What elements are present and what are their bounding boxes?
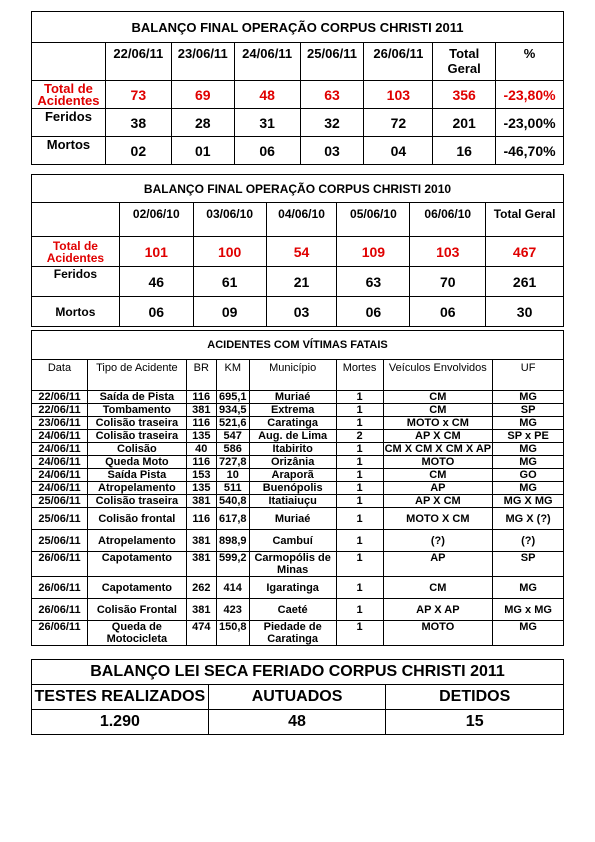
cell-km: 414 (216, 577, 249, 599)
cell-value: 21 (266, 267, 337, 297)
header-date: 25/06/11 (300, 43, 364, 81)
cell-data: 24/06/11 (32, 430, 88, 443)
header-total: Total Geral (433, 43, 496, 81)
cell-mortes: 1 (336, 417, 383, 430)
cell-value: -23,00% (496, 109, 564, 137)
cell-data: 22/06/11 (32, 404, 88, 417)
cell-veiculos: AP X CM (383, 430, 493, 443)
table-row (32, 482, 564, 495)
cell-municipio: Igaratinga (249, 577, 336, 599)
cell-uf: MG (493, 443, 564, 456)
cell-value: 63 (337, 267, 410, 297)
cell-value: 01 (171, 137, 234, 165)
cell-uf: SP (493, 404, 564, 417)
cell-uf: MG (493, 621, 564, 646)
cell-veiculos: CM X CM X CM X AP (384, 443, 492, 455)
fatal-table-body (32, 391, 564, 646)
cell-tipo: Saída de Pista (87, 391, 186, 404)
cell-data: 26/06/11 (32, 599, 88, 621)
cell-tipo: Atropelamento (87, 482, 186, 495)
header-veiculos: Veículos Envolvidos (383, 360, 493, 391)
cell-veiculos: MOTO (383, 621, 493, 646)
table-row (32, 508, 564, 530)
cell-br: 135 (186, 482, 216, 495)
cell-value: 09 (193, 297, 266, 327)
row-label-feridos: Feridos (32, 109, 106, 137)
cell-uf: MG (493, 456, 564, 469)
header-km: KM (216, 360, 249, 391)
cell-tipo: Tombamento (87, 404, 186, 417)
cell-value: 201 (433, 109, 496, 137)
header-blank (32, 43, 106, 81)
cell-value: 261 (486, 267, 564, 297)
cell-br: 116 (186, 508, 216, 530)
header-autuados: AUTUADOS (208, 685, 386, 710)
fatal-accidents-table (31, 330, 564, 646)
table-row (32, 552, 564, 577)
cell-value: 467 (486, 237, 564, 267)
cell-value: 356 (433, 81, 496, 109)
header-date: 24/06/11 (234, 43, 300, 81)
cell-km: 599,2 (216, 552, 249, 577)
cell-data: 25/06/11 (32, 530, 88, 552)
row-label-feridos: Feridos (32, 267, 120, 297)
cell-br: 262 (186, 577, 216, 599)
header-date: 26/06/11 (364, 43, 433, 81)
cell-br: 381 (186, 530, 216, 552)
cell-value: 03 (266, 297, 337, 327)
table-row (32, 404, 564, 417)
cell-uf: SP x PE (493, 430, 564, 443)
cell-br: 381 (186, 599, 216, 621)
cell-data: 24/06/11 (32, 456, 88, 469)
header-date: 04/06/10 (266, 203, 337, 237)
cell-value: 100 (193, 237, 266, 267)
cell-value: 73 (105, 81, 171, 109)
cell-value: 06 (119, 297, 193, 327)
cell-municipio: Itatiaiuçu (249, 495, 336, 508)
cell-value: 72 (364, 109, 433, 137)
cell-br: 116 (186, 417, 216, 430)
cell-value: 30 (486, 297, 564, 327)
cell-br: 381 (186, 495, 216, 508)
cell-mortes: 1 (336, 530, 383, 552)
cell-value: 06 (234, 137, 300, 165)
header-blank (32, 203, 120, 237)
cell-veiculos: (?) (383, 530, 493, 552)
cell-uf: MG (493, 482, 564, 495)
header-data: Data (32, 360, 88, 391)
table-row (32, 417, 564, 430)
cell-data: 26/06/11 (32, 577, 88, 599)
cell-br: 116 (186, 391, 216, 404)
header-mortes: Mortes (336, 360, 383, 391)
cell-value: -23,80% (496, 81, 564, 109)
cell-value: 16 (433, 137, 496, 165)
cell-value: 03 (300, 137, 364, 165)
cell-mortes: 1 (336, 621, 383, 646)
table-row (32, 456, 564, 469)
row-label-acidentes: Total de Acidentes (32, 81, 106, 109)
cell-uf: SP (493, 552, 564, 577)
cell-uf: MG X (?) (493, 508, 564, 530)
cell-data: 25/06/11 (32, 508, 88, 530)
cell-mortes: 1 (336, 391, 383, 404)
cell-value: 61 (193, 267, 266, 297)
cell-value: 31 (234, 109, 300, 137)
cell-km: 521,6 (216, 417, 249, 430)
cell-data: 24/06/11 (32, 443, 88, 456)
header-date: 06/06/10 (410, 203, 486, 237)
cell-km: 423 (216, 599, 249, 621)
cell-municipio: Orizânia (249, 456, 336, 469)
cell-municipio: Cambuí (249, 530, 336, 552)
header-date: 22/06/11 (105, 43, 171, 81)
table-row (32, 495, 564, 508)
cell-mortes: 1 (336, 577, 383, 599)
table-row (32, 577, 564, 599)
cell-value: 69 (171, 81, 234, 109)
fatal-table-title: ACIDENTES COM VÍTIMAS FATAIS (32, 331, 564, 360)
cell-tipo: Colisão Frontal (87, 599, 186, 621)
cell-data: 23/06/11 (32, 417, 88, 430)
cell-value: 103 (410, 237, 486, 267)
cell-km: 511 (216, 482, 249, 495)
cell-tipo: Saída Pista (87, 469, 186, 482)
cell-data: 24/06/11 (32, 482, 88, 495)
header-total: Total Geral (486, 203, 564, 237)
table-row (32, 443, 564, 456)
row-label-mortos: Mortos (32, 297, 120, 327)
cell-br: 40 (186, 443, 216, 456)
cell-veiculos: CM (383, 469, 493, 482)
cell-municipio: Muriaé (249, 391, 336, 404)
header-percent: % (496, 43, 564, 81)
cell-mortes: 1 (336, 469, 383, 482)
header-date: 02/06/10 (119, 203, 193, 237)
header-uf: UF (493, 360, 564, 391)
cell-municipio: Aug. de Lima (249, 430, 336, 443)
header-br: BR (186, 360, 216, 391)
cell-municipio: Araporã (249, 469, 336, 482)
cell-value: 04 (364, 137, 433, 165)
cell-tipo: Queda Moto (87, 456, 186, 469)
header-testes: TESTES REALIZADOS (32, 685, 209, 710)
cell-km: 547 (216, 430, 249, 443)
cell-km: 727,8 (216, 456, 249, 469)
cell-br: 474 (186, 621, 216, 646)
value-detidos: 15 (386, 710, 564, 735)
cell-data: 26/06/11 (32, 552, 88, 577)
cell-uf: MG (493, 391, 564, 404)
cell-uf: (?) (493, 530, 564, 552)
cell-km: 617,8 (216, 508, 249, 530)
header-municipio: Município (249, 360, 336, 391)
cell-veiculos: CM (383, 391, 493, 404)
cell-br: 153 (186, 469, 216, 482)
cell-value: 06 (337, 297, 410, 327)
header-date: 05/06/10 (337, 203, 410, 237)
cell-uf: MG (493, 577, 564, 599)
table-row (32, 430, 564, 443)
cell-municipio: Itabirito (249, 443, 336, 456)
cell-uf: MG x MG (493, 599, 564, 621)
cell-km: 898,9 (216, 530, 249, 552)
value-testes: 1.290 (32, 710, 209, 735)
cell-mortes: 1 (336, 495, 383, 508)
cell-km: 934,5 (216, 404, 249, 417)
table-row (32, 621, 564, 646)
value-autuados: 48 (208, 710, 386, 735)
cell-value: 32 (300, 109, 364, 137)
cell-br: 135 (186, 430, 216, 443)
table-2011 (31, 11, 564, 165)
cell-mortes: 1 (336, 456, 383, 469)
cell-veiculos: AP (383, 482, 493, 495)
cell-tipo: Colisão traseira (87, 417, 186, 430)
cell-value: -46,70% (496, 137, 564, 165)
cell-mortes: 1 (336, 404, 383, 417)
cell-km: 540,8 (216, 495, 249, 508)
cell-br: 381 (186, 552, 216, 577)
cell-value: 63 (300, 81, 364, 109)
cell-value: 109 (337, 237, 410, 267)
cell-value: 101 (119, 237, 193, 267)
cell-tipo: Colisão traseira (87, 430, 186, 443)
table-2010-title: BALANÇO FINAL OPERAÇÃO CORPUS CHRISTI 2010 (32, 175, 564, 203)
cell-value: 46 (119, 267, 193, 297)
cell-tipo: Capotamento (87, 577, 186, 599)
lei-seca-table (31, 659, 564, 735)
cell-mortes: 1 (336, 482, 383, 495)
cell-km: 10 (216, 469, 249, 482)
cell-value: 06 (410, 297, 486, 327)
cell-data: 24/06/11 (32, 469, 88, 482)
cell-veiculos: CM (383, 404, 493, 417)
cell-veiculos: CM (383, 577, 493, 599)
cell-data: 22/06/11 (32, 391, 88, 404)
cell-municipio: Caeté (249, 599, 336, 621)
table-2010 (31, 174, 564, 327)
cell-mortes: 1 (336, 443, 383, 456)
cell-value: 38 (105, 109, 171, 137)
cell-km: 150,8 (216, 621, 249, 646)
cell-tipo: Atropelamento (87, 530, 186, 552)
cell-veiculos: MOTO x CM (383, 417, 493, 430)
table-2011-title: BALANÇO FINAL OPERAÇÃO CORPUS CHRISTI 2011 (32, 12, 564, 43)
cell-municipio: Extrema (249, 404, 336, 417)
cell-data: 25/06/11 (32, 495, 88, 508)
cell-tipo: Queda de Motocicleta (87, 621, 186, 646)
cell-municipio: Piedade de Caratinga (249, 621, 336, 646)
table-row (32, 469, 564, 482)
row-label-acidentes: Total de Acidentes (32, 237, 120, 267)
cell-km: 586 (216, 443, 249, 456)
cell-veiculos: AP X AP (383, 599, 493, 621)
header-tipo: Tipo de Acidente (87, 360, 186, 391)
row-label-mortos: Mortos (32, 137, 106, 165)
cell-tipo: Colisão frontal (87, 508, 186, 530)
cell-uf: MG (493, 417, 564, 430)
cell-value: 54 (266, 237, 337, 267)
cell-municipio: Carmopólis de Minas (249, 552, 336, 577)
cell-uf: GO (493, 469, 564, 482)
cell-mortes: 2 (336, 430, 383, 443)
cell-value: 48 (234, 81, 300, 109)
cell-municipio: Buenópolis (249, 482, 336, 495)
cell-municipio: Muriaé (249, 508, 336, 530)
cell-value: 02 (105, 137, 171, 165)
cell-uf: MG X MG (493, 495, 564, 508)
cell-value: 103 (364, 81, 433, 109)
cell-km: 695,1 (216, 391, 249, 404)
table-row (32, 391, 564, 404)
cell-mortes: 1 (336, 599, 383, 621)
cell-tipo: Capotamento (87, 552, 186, 577)
cell-br: 381 (186, 404, 216, 417)
table-row (32, 530, 564, 552)
cell-data: 26/06/11 (32, 621, 88, 646)
cell-veiculos: AP X CM (383, 495, 493, 508)
header-date: 03/06/10 (193, 203, 266, 237)
cell-tipo: Colisão (87, 443, 186, 456)
header-date: 23/06/11 (171, 43, 234, 81)
cell-veiculos: MOTO (383, 456, 493, 469)
cell-veiculos: AP (383, 552, 493, 577)
table-row (32, 599, 564, 621)
cell-tipo: Colisão traseira (87, 495, 186, 508)
lei-seca-title: BALANÇO LEI SECA FERIADO CORPUS CHRISTI 2011 (32, 660, 564, 685)
cell-mortes: 1 (336, 552, 383, 577)
cell-value: 70 (410, 267, 486, 297)
cell-br: 116 (186, 456, 216, 469)
cell-mortes: 1 (336, 508, 383, 530)
cell-municipio: Caratinga (249, 417, 336, 430)
header-detidos: DETIDOS (386, 685, 564, 710)
cell-veiculos: MOTO X CM (383, 508, 493, 530)
cell-value: 28 (171, 109, 234, 137)
